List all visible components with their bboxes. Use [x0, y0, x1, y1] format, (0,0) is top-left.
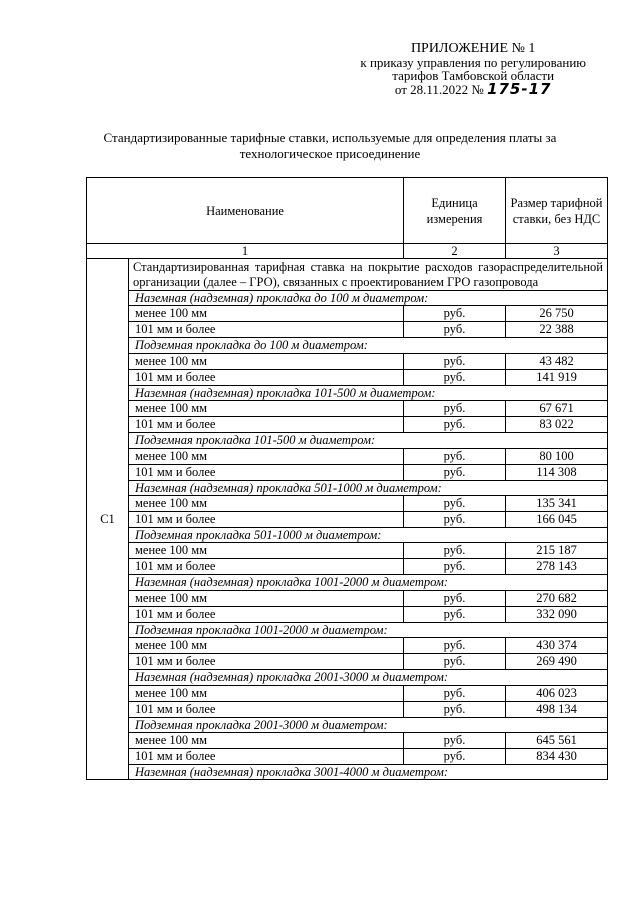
row-unit: руб.: [404, 417, 506, 433]
order-date-line: [360, 79, 586, 98]
table-row: [87, 464, 608, 480]
table-row: [87, 654, 608, 670]
table-header-row: [87, 178, 608, 244]
row-value: 80 100: [506, 448, 608, 464]
row-unit: руб.: [404, 448, 506, 464]
section-title: Подземная прокладка 101-500 м диаметром:: [129, 433, 608, 448]
column-number: 1: [87, 244, 404, 259]
section-title-row: [87, 622, 608, 637]
order-reference-line: к приказу управления по регулированию: [360, 54, 586, 70]
row-unit: руб.: [404, 543, 506, 559]
order-number-handwritten: 175-17: [487, 79, 552, 98]
table-row: [87, 685, 608, 701]
row-value: 22 388: [506, 322, 608, 338]
row-value: 67 671: [506, 401, 608, 417]
row-unit: руб.: [404, 590, 506, 606]
row-unit: руб.: [404, 496, 506, 512]
row-value: 135 341: [506, 496, 608, 512]
row-name: 101 мм и более: [129, 512, 404, 528]
row-name: 101 мм и более: [129, 417, 404, 433]
table-row: [87, 448, 608, 464]
section-title-row: [87, 528, 608, 543]
row-name: 101 мм и более: [129, 749, 404, 765]
order-authority-line: тарифов Тамбовской области: [392, 68, 555, 84]
appendix-header: [360, 42, 586, 96]
table-row: [87, 496, 608, 512]
row-name: 101 мм и более: [129, 654, 404, 670]
row-name: менее 100 мм: [129, 733, 404, 749]
table-row: [87, 417, 608, 433]
row-unit: руб.: [404, 369, 506, 385]
section-title-row: [87, 480, 608, 495]
row-value: 215 187: [506, 543, 608, 559]
section-title: Наземная (надземная) прокладка 3001-4000 м диаметром:: [129, 765, 608, 780]
row-value: 645 561: [506, 733, 608, 749]
row-unit: руб.: [404, 512, 506, 528]
row-name: 101 мм и более: [129, 369, 404, 385]
appendix-title: ПРИЛОЖЕНИЕ № 1: [410, 41, 536, 56]
document-title-line-1: Стандартизированные тарифные ставки, используемые для определения платы за: [103, 130, 557, 145]
section-title-row: [87, 717, 608, 732]
section-title-row: [87, 385, 608, 400]
table-row: [87, 322, 608, 338]
section-title-row: [87, 670, 608, 685]
row-name: менее 100 мм: [129, 306, 404, 322]
row-unit: руб.: [404, 401, 506, 417]
row-unit: руб.: [404, 654, 506, 670]
section-title: Подземная прокладка 1001-2000 м диаметром:: [129, 622, 608, 637]
intro-row: [87, 259, 608, 291]
row-unit: руб.: [404, 749, 506, 765]
table-row: [87, 401, 608, 417]
section-title: Наземная (надземная) прокладка 501-1000 м диаметром:: [129, 480, 608, 495]
row-name: менее 100 мм: [129, 353, 404, 369]
row-unit: руб.: [404, 733, 506, 749]
section-title: Подземная прокладка 2001-3000 м диаметром:: [129, 717, 608, 732]
row-value: 834 430: [506, 749, 608, 765]
row-name: 101 мм и более: [129, 559, 404, 575]
row-unit: руб.: [404, 322, 506, 338]
section-title-row: [87, 765, 608, 780]
row-value: 114 308: [506, 464, 608, 480]
section-title: Наземная (надземная) прокладка 101-500 м диаметром:: [129, 385, 608, 400]
row-name: 101 мм и более: [129, 464, 404, 480]
row-unit: руб.: [404, 306, 506, 322]
row-name: менее 100 мм: [129, 496, 404, 512]
row-unit: руб.: [404, 559, 506, 575]
row-value: 141 919: [506, 369, 608, 385]
row-value: 269 490: [506, 654, 608, 670]
row-value: 166 045: [506, 512, 608, 528]
header-name: Наименование: [87, 178, 404, 244]
section-title-row: [87, 291, 608, 306]
intro-text: Стандартизированная тарифная ставка на покрытие расходов газораспределительной организации (далее – ГРО), связанных с проектированием ГРО газопровода: [129, 259, 608, 291]
row-name: менее 100 мм: [129, 638, 404, 654]
column-number: 3: [506, 244, 608, 259]
row-name: менее 100 мм: [129, 590, 404, 606]
table-row: [87, 306, 608, 322]
row-value: 498 134: [506, 701, 608, 717]
row-value: 26 750: [506, 306, 608, 322]
section-title-row: [87, 575, 608, 590]
table-row: [87, 606, 608, 622]
row-name: 101 мм и более: [129, 701, 404, 717]
rate-code: С1: [87, 259, 129, 780]
section-title-row: [87, 338, 608, 353]
section-title-row: [87, 433, 608, 448]
table-row: [87, 512, 608, 528]
header-unit: Единица измерения: [404, 178, 506, 244]
row-unit: руб.: [404, 464, 506, 480]
row-value: 332 090: [506, 606, 608, 622]
row-name: менее 100 мм: [129, 401, 404, 417]
section-title: Подземная прокладка до 100 м диаметром:: [129, 338, 608, 353]
row-name: менее 100 мм: [129, 448, 404, 464]
row-unit: руб.: [404, 606, 506, 622]
document-title: [80, 130, 580, 162]
row-value: 406 023: [506, 685, 608, 701]
table-row: [87, 559, 608, 575]
row-name: менее 100 мм: [129, 685, 404, 701]
row-unit: руб.: [404, 638, 506, 654]
section-title: Наземная (надземная) прокладка 2001-3000 м диаметром:: [129, 670, 608, 685]
document-title-line-2: технологическое присоединение: [239, 146, 421, 161]
table-row: [87, 733, 608, 749]
table-row: [87, 701, 608, 717]
table-row: [87, 638, 608, 654]
header-rate: Размер тарифной ставки, без НДС: [506, 178, 608, 244]
table-row: [87, 749, 608, 765]
table-row: [87, 369, 608, 385]
table-row: [87, 353, 608, 369]
table-row: [87, 543, 608, 559]
row-name: 101 мм и более: [129, 322, 404, 338]
section-title: Наземная (надземная) прокладка 1001-2000 м диаметром:: [129, 575, 608, 590]
row-unit: руб.: [404, 353, 506, 369]
row-unit: руб.: [404, 701, 506, 717]
row-value: 43 482: [506, 353, 608, 369]
section-title: Подземная прокладка 501-1000 м диаметром:: [129, 528, 608, 543]
row-name: 101 мм и более: [129, 606, 404, 622]
section-title: Наземная (надземная) прокладка до 100 м диаметром:: [129, 291, 608, 306]
row-value: 430 374: [506, 638, 608, 654]
tariff-table: [86, 177, 608, 780]
row-name: менее 100 мм: [129, 543, 404, 559]
order-date: от 28.11.2022 №: [394, 81, 484, 97]
row-value: 278 143: [506, 559, 608, 575]
row-unit: руб.: [404, 685, 506, 701]
column-number: 2: [404, 244, 506, 259]
row-value: 83 022: [506, 417, 608, 433]
column-number-row: [87, 244, 608, 259]
row-value: 270 682: [506, 590, 608, 606]
table-row: [87, 590, 608, 606]
